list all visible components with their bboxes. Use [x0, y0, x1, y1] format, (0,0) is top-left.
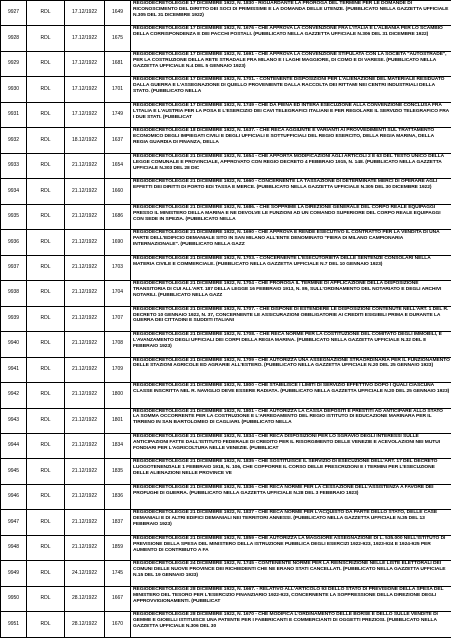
record-code-cell: 1801	[105, 408, 131, 433]
record-code-cell: 1745	[105, 561, 131, 586]
table-row	[1, 281, 451, 306]
record-date-cell: 17.12/1922	[65, 77, 105, 102]
table-row	[1, 306, 451, 331]
record-number-cell: 9938	[1, 281, 27, 306]
table-row	[1, 153, 451, 178]
record-number-cell: 9931	[1, 102, 27, 127]
record-date-cell: 21.12/1922	[65, 204, 105, 229]
record-date-cell: 24.12/1922	[65, 561, 105, 586]
record-date-cell: 21.12/1922	[65, 255, 105, 280]
record-type-cell: RDL	[27, 332, 65, 357]
record-type-cell: RDL	[27, 77, 65, 102]
record-code-cell: 1800	[105, 383, 131, 408]
record-description-cell: REGIODECRETOLEGGE 17 DICEMBRE 1922, N. 1701. - CONTENENTE DISPOSIZIONI PER L'ALIENAZIONE DEL MATERIALE RESIDUATO DALLA GUERRA E L'ASSEGNAZIONE DI QUELLO PROVENIENTE DALLA RACCOLTA DEI RITTAMI NEI CENTRI INDUSTRIALI DELLA STATO. (PUBBLICATO NELLA	[131, 77, 451, 102]
record-date-cell: 21.12/1922	[65, 408, 105, 433]
record-code-cell: 1660	[105, 179, 131, 204]
record-code-cell: 1681	[105, 51, 131, 76]
record-number-cell: 9936	[1, 230, 27, 255]
record-description-cell: REGIODECRETOLEGGE 21 DICEMBRE 1922, N. 1690 - CHE APPROVA E RENDE ESECUTIVO IL CONTRATTO PER LA VENDITA DI UNA PARTE DELL'EDIFICIO DEMANIALE SITO IN SAN MILANO ALL'ENTE DENOMINATO "FIERA DI MILANO CAMPIONARIA INTERNAZIONALE". (PUBBLICATO NELLA GAZZ	[131, 230, 451, 255]
records-table-body	[1, 1, 451, 638]
record-description-cell: REGIODECRETOLEGGE 21 DICEMBRE 1922, N. 1834 - CHE RECA DISPOSIZIONI PER LO SGRAVIO DEGLI INTERESSI SULLE ANTICIPAZIONI FATTE DALL'ISTITUTO FEDERALE DI CREDITO PER IL RISORGIMENTO DELLE VENEZIE E ACEVOLAZIONI NEI MUTUI FONDIARI PER L'AGRICOLTURA NELLE VENEZIE. (PUBBLICAT	[131, 433, 451, 458]
record-description-cell: REGIODECRETOLEGGE 21 DICEMBRE 1922, N. 1654 - CHE APPORTA MODIFICAZIONI AGLI ARTICOLI 2 E 63 DEL TESTO UNICO DELLA LEGGE COMUNALE E PROVINCIALE, APPROVATO CON REGIO DECRETO 4 FEBBRAIO 1915, N. 148. (PUBBLICATO NELLA GAZZETTA UFFICIALE N.303 DEL 28 DIC	[131, 153, 451, 178]
record-date-cell: 17.12/1922	[65, 102, 105, 127]
record-date-cell: 21.12/1922	[65, 459, 105, 484]
table-row	[1, 77, 451, 102]
table-row	[1, 332, 451, 357]
table-row	[1, 612, 451, 637]
record-date-cell: 21.12/1922	[65, 433, 105, 458]
record-date-cell: 21.12/1922	[65, 230, 105, 255]
record-date-cell: 17.12/1922	[65, 1, 105, 26]
record-number-cell: 9942	[1, 383, 27, 408]
record-code-cell: 1701	[105, 77, 131, 102]
record-code-cell: 1749	[105, 102, 131, 127]
record-date-cell: 21.12/1922	[65, 153, 105, 178]
record-code-cell: 1835	[105, 459, 131, 484]
record-number-cell: 9951	[1, 612, 27, 637]
table-row	[1, 510, 451, 535]
table-row	[1, 204, 451, 229]
record-number-cell: 9949	[1, 561, 27, 586]
record-date-cell: 21.12/1922	[65, 281, 105, 306]
record-description-cell: REGIODECRETOLEGGE 21 DICEMBRE 1922, N. 1859 - CHE AUTORIZZA LA MAGGIORE ASSEGNAZIONE DI L. 535.000 NELL'ISTITUTO DI PREVISIONE DELLA SPESA DEL MINISTERO DELLA ISTRUZIONE PUBBLICA DEGLI ESERCIZI 1922-923, 1923-924 E 1924-925 PER AUMENTO DI CONTRIBUTO A FA	[131, 535, 451, 560]
record-description-cell: REGIODECRETOLEGGE 21 DICEMBRE 1922, N. 1708. - CHE RECA NORME PER LA COSTITUZIONE DEL COMITATO DEGLI IMMOBILI, E L'AVANZAMENTO DEGLI UFFICIALI DEI CORPI DELLA REGIA MARINA. (PUBBLICATO NELLA GAZZETTA UFFICIALE N.32 DEL 8 FEBBRAIO 1923)	[131, 332, 451, 357]
table-row	[1, 26, 451, 51]
record-code-cell: 1654	[105, 153, 131, 178]
record-description-cell: REGIODECRETOLEGGE 21 DICEMBRE 1922, N. 1709 - CHE AUTORIZZA UNA ASSEGNAZIONE STRAORDINARIA PER IL FUNZIONAMENTO DELLE STAZIONI AGRICOLE ED AGRARIE ALL'ESTERO. (PUBBLICATO NELLA GAZZETTA UFFICIALE N.20 DEL 25 GENNAIO 1923)	[131, 357, 451, 382]
record-number-cell: 9943	[1, 408, 27, 433]
record-type-cell: RDL	[27, 357, 65, 382]
table-row	[1, 459, 451, 484]
record-number-cell: 9929	[1, 51, 27, 76]
table-row	[1, 383, 451, 408]
record-code-cell: 1859	[105, 535, 131, 560]
record-number-cell: 9947	[1, 510, 27, 535]
table-row	[1, 102, 451, 127]
record-description-cell: REGIODECRETOLEGGE 28 DICEMBRE 1922, N. 1670 - CHE MODIFICA L'ORDINAMENTO DELLE BORSE E DELLO SULLE VENDITE DI GEMME E GIOIELLI ISTITUISCE UNA PATENTE PER I FABBRICANTI E COMMERCIANTI DI OGGETTI PREZIOSI. (PUBBLICATO NELLA GAZZETTA UFFICIALE N.306 DEL 30	[131, 612, 451, 637]
record-code-cell: 1837	[105, 510, 131, 535]
record-number-cell: 9937	[1, 255, 27, 280]
record-type-cell: RDL	[27, 383, 65, 408]
record-number-cell: 9948	[1, 535, 27, 560]
record-code-cell: 1690	[105, 230, 131, 255]
table-row	[1, 484, 451, 509]
record-number-cell: 9950	[1, 586, 27, 611]
record-description-cell: REGIODECRETOLEGGE 21 DICEMBRE 1922, N. 1703. - CONCERNENTE L'ESECUTORIETA DELLE SENTENZE CONSOLARI NELLA MATERIA CIVILE E COMMERCIALE. (PUBBLICATO NELLA GAZZETTA UFFICIALE N.7 DEL 10 GENNAIO 1923)	[131, 255, 451, 280]
table-row	[1, 1, 451, 26]
record-description-cell: REGIODECRETOLEGGE 21 DICEMBRE 1922, N. 1686. - CHE SOPPRIME LA DIREZIONE GENERALE DEL CORPO REALE EQUIPAGGI PRESSO IL MINISTERO DELLA MARINA E NE DEVOLVE LE FUNZIONI AD UN COMANDO SUPERIORE DEL CORPO REALE EQUIPAGGI CON SEDE IN SPEZIA. (PUBBLICATO NELLA	[131, 204, 451, 229]
record-code-cell: 1704	[105, 281, 131, 306]
record-type-cell: RDL	[27, 26, 65, 51]
record-number-cell: 9941	[1, 357, 27, 382]
record-date-cell: 18.12/1922	[65, 128, 105, 153]
record-code-cell: 1836	[105, 484, 131, 509]
record-number-cell: 9933	[1, 153, 27, 178]
record-number-cell: 9930	[1, 77, 27, 102]
record-code-cell: 1708	[105, 332, 131, 357]
record-number-cell: 9935	[1, 204, 27, 229]
record-description-cell: REGIODECRETOLEGGE 28 DICEMBRE 1922, N. 1667. - RELATIVO ALL'ARTICOLO 93 DELLO STATO DI PREVISIONE DELLA SPESA DEL MINISTERO DEL TESORO PER L'ESERCIZIO FINANZIARIO 1922-923, CONCERNENTE LA SOPPRESSIONE DELLA DIREZIONE DEGLI APPROVVIGIONAMENTI. (PUBBLICAT	[131, 586, 451, 611]
record-description-cell: REGIODECRETOLEGGE 21 DICEMBRE 1922, N. 1800 - CHE STABILISCE I LIMITI DI SERVIZIO EFFETTIVO DOPO I QUALI CIASCUNA CLASSE INSCRITTA NEL R. NAVIGLIO DEVE ESSERE RADIATA. (PUBBLICATO NELLA GAZZETTA UFFICIALE N.20 DEL 25 GENNAIO 1923)	[131, 383, 451, 408]
record-type-cell: RDL	[27, 535, 65, 560]
record-date-cell: 21.12/1922	[65, 510, 105, 535]
table-row	[1, 357, 451, 382]
record-date-cell: 21.12/1922	[65, 484, 105, 509]
record-number-cell: 9928	[1, 26, 27, 51]
table-row	[1, 408, 451, 433]
record-description-cell: REGIODECRETOLEGGE 18 DICEMBRE 1922, N. 1637. - CHE RECA AGGIUNTE E VARIANTI AI PROVVEDIMENTI SUL TRATTAMENTO ECONOMICO DEGLI IMPIEGATI CIVILI E DEGLI UFFICIALI E SOTTUFFICIALI DEL REGIO ESERCITO, DELLA REGIA MARINA, DELLA REGIA GUARDIA DI FINANZA, DELLA	[131, 128, 451, 153]
record-number-cell: 9940	[1, 332, 27, 357]
record-number-cell: 9927	[1, 1, 27, 26]
record-type-cell: RDL	[27, 281, 65, 306]
record-type-cell: RDL	[27, 51, 65, 76]
record-type-cell: RDL	[27, 586, 65, 611]
record-date-cell: 21.12/1922	[65, 179, 105, 204]
record-date-cell: 17.12/1922	[65, 26, 105, 51]
record-type-cell: RDL	[27, 255, 65, 280]
record-code-cell: 1649	[105, 1, 131, 26]
record-type-cell: RDL	[27, 408, 65, 433]
record-date-cell: 21.12/1922	[65, 332, 105, 357]
record-date-cell: 21.12/1922	[65, 306, 105, 331]
record-type-cell: RDL	[27, 510, 65, 535]
table-row	[1, 433, 451, 458]
table-row	[1, 230, 451, 255]
record-description-cell: REGIODECRETOLEGGE 17 DICEMBRE 1922, N. 1676 - CHE APPROVA LA CONVENZIONE FRA L'ITALIA E L'ALBANIA PER LO SCAMBIO DELLA CORRISPONDENZA E DEI PACCHI POSTALI. (PUBBLICATO NELLA GAZZETTA UFFICIALE N.306 DEL 31 DICEMBRE 1922)	[131, 26, 451, 51]
table-row	[1, 51, 451, 76]
record-type-cell: RDL	[27, 179, 65, 204]
record-description-cell: REGIODECRETOLEGGE 21 DICEMBRE 1922, N. 1835 - CHE SOSTITUISCE IL SERVIZIO DI ESECUZIONE DELL'ART. 17 DEL DECRETO LUOGOTENENZIALE 1 FEBBRAIO 1918, N. 106, CHE COPPORRE IL CORSO DELLE PRESCRIZIONI E I TERMINI PER L'ESECUZIONE DELLE ALIENAZIONI NELLE PROVINCE VE	[131, 459, 451, 484]
record-code-cell: 1637	[105, 128, 131, 153]
record-description-cell: REGIODECRETOLEGGE 21 DICEMBRE 1922, N. 1801 - CHE AUTORIZZA LA CASSA DEPOSITI E PRESTITI AD ANTICIPARE ALLO STATO LA SOMMA OCCORRENTE PER LA COSTRUZIONE E L'ARREDAMENTO DEL REGIO ISTITUTO DI EDUCAZIONE MARINARA PER IL TIRRENO IN SAN BARTOLOMEO DI CAGLIARI. (PUBBLICATO NELLA	[131, 408, 451, 433]
record-type-cell: RDL	[27, 102, 65, 127]
record-description-cell: REGIODECRETOLEGGE 24 DICEMBRE 1922, N. 1745 - CONTENENTE NORME PER LA REINSCRIZIONE NELLE LISTE ELETTORALI DEI COMUNI DELLE NUOVE PROVINCE DEI RICHIEDENTI CHE NE ERANO STATI CANCELLATI. (PUBBLICATO NELLA GAZZETTA UFFICIALE N.15 DEL 19 GENNAIO 1923)	[131, 561, 451, 586]
record-description-cell: REGIODECRETOLEGGE 17 DICEMBRE 1922, N. 1691 - CHE APPROVA LA CONVENZIONE STIPULATA CON LA SOCIETA "AUTOSTRADE", PER LA COSTRUZIONE DELLA RETE STRADALE FRA MILANO E I LAGHI MAGGIORE, DI COMO E DI VARESE. (PUBBLICATO NELLA GAZZETTA UFFICIALE N.4 DEL 5 GENNAIO 1923)	[131, 51, 451, 76]
record-code-cell: 1703	[105, 255, 131, 280]
table-row	[1, 561, 451, 586]
record-type-cell: RDL	[27, 153, 65, 178]
record-date-cell: 21.12/1922	[65, 383, 105, 408]
table-row	[1, 179, 451, 204]
record-number-cell: 9932	[1, 128, 27, 153]
record-number-cell: 9944	[1, 433, 27, 458]
record-number-cell: 9946	[1, 484, 27, 509]
record-type-cell: RDL	[27, 306, 65, 331]
record-code-cell: 1834	[105, 433, 131, 458]
record-type-cell: RDL	[27, 128, 65, 153]
table-row	[1, 586, 451, 611]
record-description-cell: REGIODECRETOLEGGE 21 DICEMBRE 1922, N. 1704 - CHE PROROGA IL TERMINE DI APPLICAZIONE DELLA DISPOSIZIONE TRANSITORIA DI CUI ALL'ART. 187 DELLA LEGGE 16 FEBBRAIO 1913, N. 89, SULL'ORDINAMENTO DEL NOTARIATO E DEGLI ARCHIVI NOTARILI. (PUBBLICATO NELLA GAZZ	[131, 281, 451, 306]
record-number-cell: 9939	[1, 306, 27, 331]
record-type-cell: RDL	[27, 612, 65, 637]
record-description-cell: REGIODECRETOLEGGE 21 DICEMBRE 1922, N. 1707. - CHE DISPONE DI ESTENDERE LE DISPOSIZIONI CONTENUTE NELL'ART. 1 DEL R. DECRETO 10 GENNAIO 1922, N. 37, CONCERNENTE LE ASSICURAZIONI OBBLIGATORIE AI CREDITI ESIGIBILI PRIMA E DURANTE LA GUERRA DEI CITTADINI E SUDDITI ITALIANI	[131, 306, 451, 331]
record-code-cell: 1670	[105, 612, 131, 637]
record-type-cell: RDL	[27, 230, 65, 255]
record-number-cell: 9945	[1, 459, 27, 484]
record-number-cell: 9934	[1, 179, 27, 204]
record-type-cell: RDL	[27, 484, 65, 509]
record-code-cell: 1707	[105, 306, 131, 331]
record-description-cell: REGIODECRETOLEGGE 21 DICEMBRE 1922, N. 1837 - CHE RECA NORME PER L'ACQUISTO DA PARTE DELLO STATO, DELLE CASE DEMANIALI E DI ALTRI EDIFICI DEMANIALI NEI TERRITORI ANNESSI. (PUBBLICATO NELLA GAZZETTA UFFICIALE N.35 DEL 13 FEBBRAIO 1923)	[131, 510, 451, 535]
record-date-cell: 28.12/1922	[65, 612, 105, 637]
record-code-cell: 1709	[105, 357, 131, 382]
record-code-cell: 1675	[105, 26, 131, 51]
table-row	[1, 128, 451, 153]
table-row	[1, 255, 451, 280]
record-type-cell: RDL	[27, 433, 65, 458]
record-date-cell: 17.12/1922	[65, 51, 105, 76]
table-row	[1, 535, 451, 560]
record-date-cell: 28.12/1922	[65, 586, 105, 611]
record-type-cell: RDL	[27, 561, 65, 586]
record-code-cell: 1686	[105, 204, 131, 229]
record-type-cell: RDL	[27, 204, 65, 229]
record-type-cell: RDL	[27, 1, 65, 26]
record-code-cell: 1667	[105, 586, 131, 611]
record-description-cell: REGIODECRETOLEGGE 17 DICEMBRE 1922, N. 1749 - CHE DA PIENA ED INTERA ESECUZIONE ALLA CONVENZIONE CONCLUSA FRA L'ITALIA E L'AUSTRIA PER LA POSA E L'ESERCIZIO DEI CAVI TELEGRAFICI ITALIANI E PER REGOLARE IL SERVIZIO TELEGRAFICO FRA I DUE STATI. (PUBBLICAT	[131, 102, 451, 127]
record-type-cell: RDL	[27, 459, 65, 484]
record-date-cell: 21.12/1922	[65, 357, 105, 382]
record-description-cell: REGIODECRETOLEGGE 21 DICEMBRE 1922, N. 1660 - CONCERNENTE LA TASSAZIONE DI DETERMINATE MERCI DI OPERARE AGLI EFFETTI DEI DIRITTI DI PORTO EDI TASSA E MERCE. (PUBBLICATO NELLA GAZZETTA UFFICIALE N.305 DEL 30 DICEMBRE 1922)	[131, 179, 451, 204]
record-date-cell: 21.12/1922	[65, 535, 105, 560]
record-description-cell: REGIODECRETOLEGGE 21 DICEMBRE 1922, N. 1836 - CHE RECA NORME PER LA CESSAZIONE DELL'ASSISTENZA A FAVORE DEI PROFUGHI DI GUERRA. (PUBBLICATO NELLA GAZZETTA UFFICIALE N.28 DEL 3 FEBBRAIO 1923)	[131, 484, 451, 509]
record-description-cell: REGIODECRETOLEGGE 17 DICEMBRE 1922, N. 1830 - RIGUARDANTE LA PROROGA DEL TERMINE PER LE DOMANDE DI RICONOSCIMENTO DEL DIRITTO DEI SOCI DI PRIMISSIME E LA DOMANDA DELLE UTENZE. (PUBBLICATO NELLA GAZZETTA UFFICIALE N.305 DEL 31 DICEMBRE 1922)	[131, 1, 451, 26]
